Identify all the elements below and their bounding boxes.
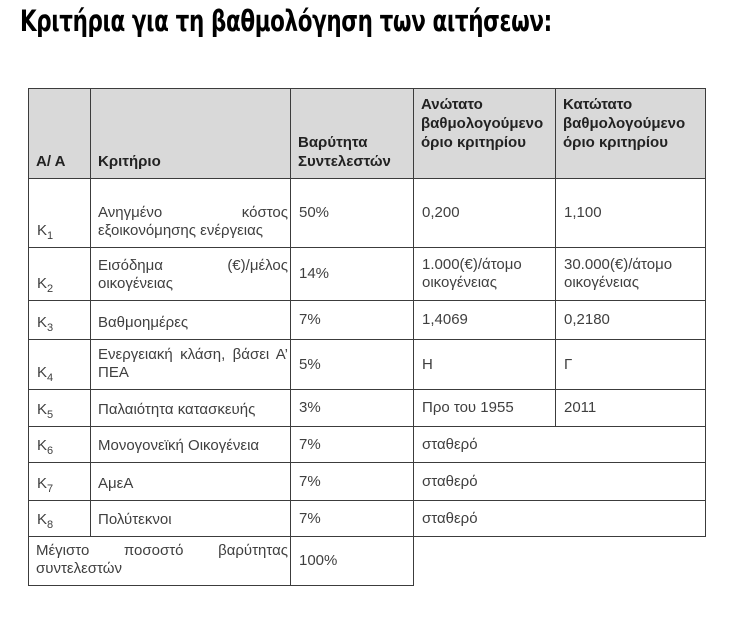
row-id (29, 179, 91, 248)
row-id-letter: Κ (37, 475, 48, 492)
page-title: Κριτήρια για τη βαθμολόγηση των αιτήσεων: (20, 4, 552, 38)
row-id (29, 427, 91, 463)
header-weight: Βαρύτητα Συντελεστών (291, 89, 414, 179)
table-row (29, 301, 706, 340)
cell-max: Προ του 1955 (414, 390, 556, 427)
row-id-sub: 2 (47, 283, 54, 295)
cell-min: 0,2180 (556, 301, 706, 340)
row-id-letter: Κ (37, 314, 48, 331)
cell-weight: 7% (291, 463, 414, 501)
cell-max: 0,200 (414, 179, 556, 248)
cell-weight: 3% (291, 390, 414, 427)
row-id-letter: Κ (37, 401, 48, 418)
row-id-letter: Κ (37, 437, 48, 454)
footer-label: Μέγιστο ποσοστό βαρύτητας συντελεστών (29, 537, 291, 586)
cell-criterion: Βαθμοημέρες (91, 301, 291, 340)
cell-weight: 5% (291, 340, 414, 390)
header-criterion: Κριτήριο (91, 89, 291, 179)
row-id (29, 390, 91, 427)
header-aa: Α/ Α (29, 89, 91, 179)
cell-criterion: ΑμεΑ (91, 463, 291, 501)
cell-fixed-value: σταθερό (414, 463, 706, 501)
table-header-row (29, 89, 706, 179)
cell-criterion: Εισόδημα (€)/μέλος οικογένειας (91, 248, 291, 301)
table-row (29, 463, 706, 501)
cell-criterion: Ανηγμένο κόστος εξοικονόμησης ενέργειας (91, 179, 291, 248)
table-row (29, 427, 706, 463)
row-id-sub: 7 (47, 483, 54, 495)
cell-weight: 7% (291, 301, 414, 340)
row-id-sub: 4 (47, 372, 54, 384)
row-id-sub: 1 (47, 230, 54, 242)
row-id-letter: Κ (37, 364, 48, 381)
row-id-sub: 3 (47, 322, 54, 334)
cell-weight: 14% (291, 248, 414, 301)
row-id-letter: Κ (37, 222, 48, 239)
table-row (29, 340, 706, 390)
cell-weight: 7% (291, 501, 414, 537)
table-row (29, 390, 706, 427)
cell-weight: 50% (291, 179, 414, 248)
table-row (29, 248, 706, 301)
row-id (29, 301, 91, 340)
header-min-limit: Κατώτατο βαθμολογούμενο όριο κριτηρίου (556, 89, 706, 179)
header-max-limit: Ανώτατο βαθμολογούμενο όριο κριτηρίου (414, 89, 556, 179)
cell-criterion: Πολύτεκνοι (91, 501, 291, 537)
cell-criterion: Ενεργειακή κλάση, βάσει Α’ ΠΕΑ (91, 340, 291, 390)
row-id (29, 248, 91, 301)
criteria-table (28, 88, 706, 586)
cell-max: 1.000(€)/άτομο οικογένειας (414, 248, 556, 301)
row-id-sub: 5 (47, 409, 54, 421)
cell-fixed-value: σταθερό (414, 501, 706, 537)
row-id-letter: Κ (37, 511, 48, 528)
cell-min: 30.000(€)/άτομο οικογένειας (556, 248, 706, 301)
cell-max: Η (414, 340, 556, 390)
cell-max: 1,4069 (414, 301, 556, 340)
row-id (29, 501, 91, 537)
table-footer-row (29, 537, 706, 586)
cell-criterion: Παλαιότητα κατασκευής (91, 390, 291, 427)
row-id-sub: 6 (47, 445, 54, 457)
cell-fixed-value: σταθερό (414, 427, 706, 463)
cell-weight: 7% (291, 427, 414, 463)
footer-total-weight: 100% (291, 537, 414, 586)
table-row (29, 179, 706, 248)
footer-empty-area (414, 537, 706, 586)
row-id (29, 463, 91, 501)
cell-min: Γ (556, 340, 706, 390)
cell-min: 1,100 (556, 179, 706, 248)
row-id-letter: Κ (37, 275, 48, 292)
row-id-sub: 8 (47, 519, 54, 531)
row-id (29, 340, 91, 390)
cell-min: 2011 (556, 390, 706, 427)
cell-criterion: Μονογονεϊκή Οικογένεια (91, 427, 291, 463)
table-row (29, 501, 706, 537)
